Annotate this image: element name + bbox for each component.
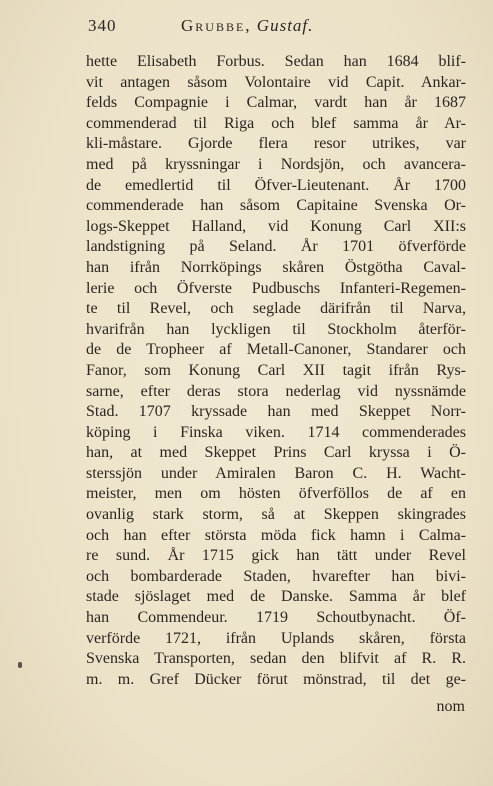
text-line: te til Revel, och seglade därifrån til Narva, <box>86 300 466 318</box>
text-line: commenderade han såsom Capitaine Svenska Or- <box>86 197 466 215</box>
text-line: han ifrån Norrköpings skåren Östgötha Caval- <box>86 258 466 276</box>
text-line: meister, men om hösten öfverföllos de af en <box>86 485 466 503</box>
page-header <box>88 16 468 40</box>
text-line: vit antagen såsom Volontaire vid Capit. Ankar- <box>86 73 466 91</box>
text-line: hvarifrån han lyckligen til Stockholm återför- <box>86 320 466 338</box>
text-line: commenderad til Riga och blef samma år Ar- <box>86 114 466 132</box>
text-line: de de Tropheer af Metall-Canoner, Standarer och <box>86 341 466 359</box>
running-head-surname: Grubbe, <box>181 16 252 35</box>
text-line: och han efter största möda fick hamn i Calma- <box>86 526 466 544</box>
body-text <box>86 52 466 690</box>
ink-speck <box>18 662 22 668</box>
text-line: stade sjöslaget med de Danske. Samma år blef <box>86 588 466 606</box>
text-line: Stad. 1707 kryssade han med Skeppet Norr- <box>86 403 466 421</box>
text-line: han Commendeur. 1719 Schoutbynacht. Öf- <box>86 609 466 627</box>
catchword: nom <box>436 698 465 715</box>
text-line: sarne, efter deras stora nederlag vid nyssnämde <box>86 382 466 400</box>
text-line: han, at med Skeppet Prins Carl kryssa i Ö- <box>86 444 466 462</box>
text-line: och bombarderade Staden, hvarefter han bivi- <box>86 567 466 585</box>
text-line: sterssjön under Amiralen Baron C. H. Wacht- <box>86 464 466 482</box>
text-line: m. m. Gref Dücker förut mönstrad, til det ge- <box>86 670 466 688</box>
text-line: de emedlertid til Öfver-Lieutenant. År 1700 <box>86 176 466 194</box>
text-line: Fanor, som Konung Carl XII tagit ifrån Rys- <box>86 361 466 379</box>
text-line: landstigning på Seland. År 1701 öfverförde <box>86 238 466 256</box>
text-line: verförde 1721, ifrån Uplands skåren, första <box>86 629 466 647</box>
text-line: ovanlig stark storm, så at Skeppen skingrades <box>86 506 466 524</box>
text-line: hette Elisabeth Forbus. Sedan han 1684 blif- <box>86 53 466 70</box>
text-line: med på kryssningar i Nordsjön, och avancera- <box>86 155 466 173</box>
text-line: kli-måstare. Gjorde flera resor utrikes, var <box>86 135 466 153</box>
text-line: lerie och Öfverste Pudbuschs Infanteri-Regemen- <box>86 279 466 297</box>
running-head-given-name: Gustaf. <box>256 16 314 35</box>
text-line: felds Compagnie i Calmar, vardt han år 1687 <box>86 94 466 112</box>
running-head <box>181 16 313 36</box>
text-line: köping i Finska viken. 1714 commenderades <box>86 423 466 441</box>
page-number: 340 <box>88 16 117 35</box>
text-line: Svenska Transporten, sedan den blifvit af R. R. <box>86 650 466 668</box>
text-line: logs-Skeppet Halland, vid Konung Carl XII:s <box>86 217 466 235</box>
text-line: re sund. År 1715 gick han tätt under Revel <box>86 547 466 565</box>
